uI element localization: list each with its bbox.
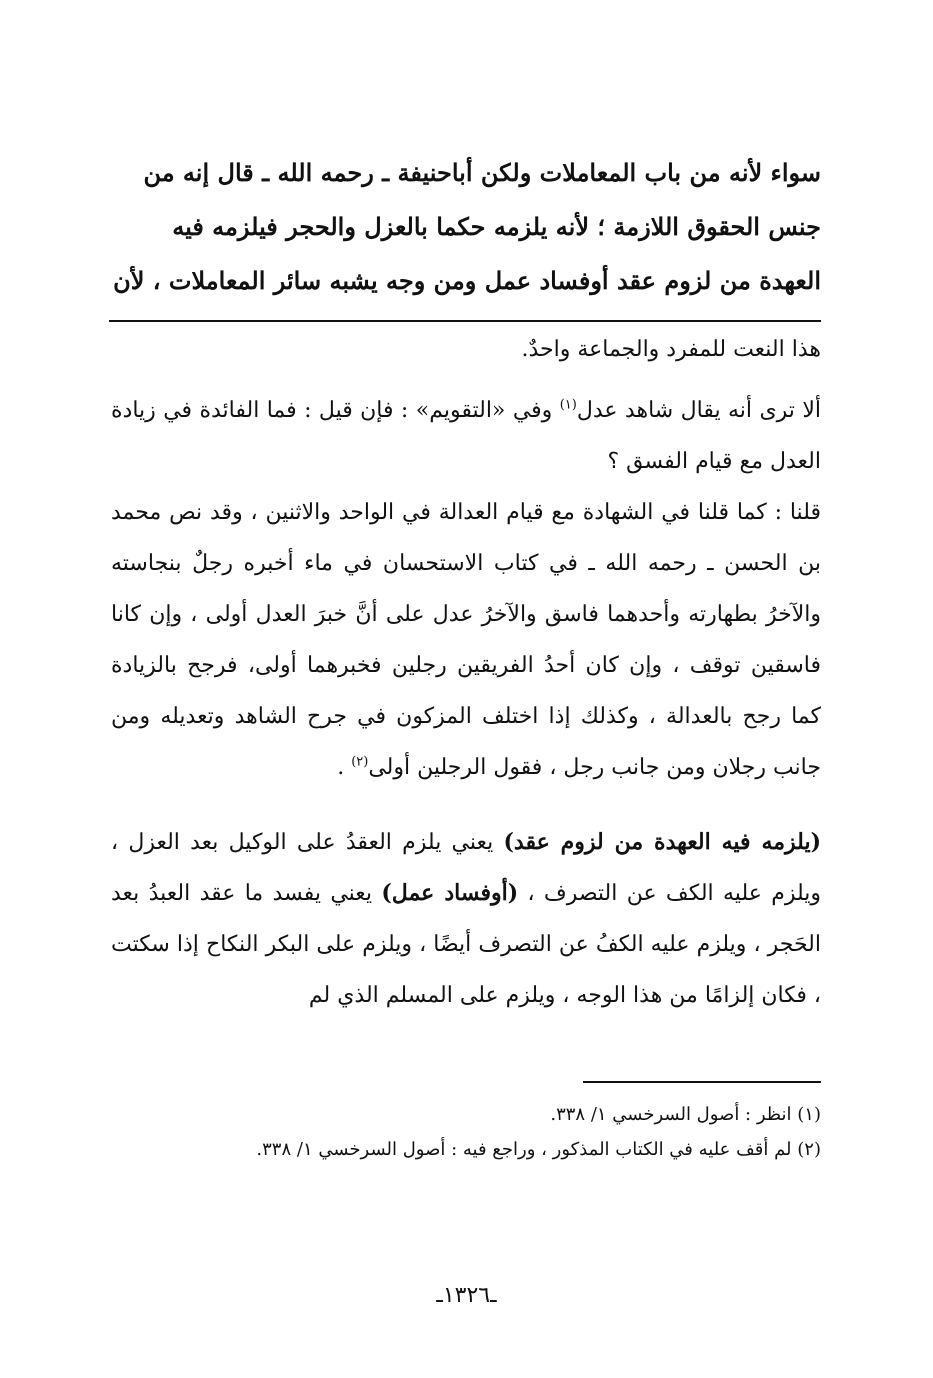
commentary-text: ألا ترى أنه يقال شاهد عدل	[576, 398, 822, 423]
footnote-divider	[583, 1081, 821, 1083]
main-text-line: العهدة من لزوم عقد أوفساد عمل ومن وجه يشبه سائر المعاملات ، لأن	[113, 266, 821, 295]
commentary-paragraph	[111, 324, 821, 375]
quoted-main-text: (أوفساد عمل)	[381, 880, 519, 906]
main-text-line: سواء لأنه من باب المعاملات ولكن أباحنيفة ـ رحمه الله ـ قال إنه من	[143, 158, 821, 187]
footnote: (١) انظر : أصول السرخسي ١/ ٣٣٨.	[550, 1104, 821, 1125]
commentary-text: يعني يلزم العقدُ على الوكيل بعد العزل ، ويلزم عليه الكف عن التصرف ،	[111, 830, 821, 906]
commentary-paragraph	[111, 487, 821, 793]
commentary-text: يعني يفسد ما عقد العبدُ بعد الحَجر ، ويلزم عليه الكفُ عن التصرف أيضًا ، ويلزم على البكر النكاح إذا سكتت ، فكان إلزامًا من هذا الوجه ، ويلزم على المسلم الذي لم	[111, 881, 821, 1008]
footnote-reference[interactable]: (٢)	[351, 754, 369, 770]
commentary-paragraph	[111, 817, 821, 1021]
footnote: (٢) لم أقف عليه في الكتاب المذكور ، وراجع فيه : أصول السرخسي ١/ ٣٣٨.	[256, 1139, 821, 1160]
commentary-paragraph	[111, 385, 821, 487]
commentary-text: قلنا : كما قلنا في الشهادة مع قيام العدالة في الواحد والاثنين ، وقد نص محمد بن الحسن ـ رحمه الله ـ في كتاب الاستحسان في ماء أخبره رجلٌ بنجاسته والآخرُ بطهارته وأحدهما فاسق والآخرُ عدل على أنَّ خبرَ العدل أولى ، وإن كانا فاسقين توقف ، وإن كان أحدُ الفريقين رجلين فخبرهما أولى، فرجح بالزيادة كما رجح بالعدالة ، وكذلك إذا اختلف المزكون في جرح الشاهد وتعديله ومن جانب رجلان ومن جانب رجل ، فقول الرجلين أولى	[111, 500, 822, 780]
commentary-text: .	[337, 755, 352, 780]
main-text	[111, 146, 821, 308]
commentary	[111, 324, 821, 1021]
commentary-text: وفي «التقويم» : فإن قيل : فما الفائدة في زيادة العدل مع قيام الفسق ؟	[111, 398, 821, 474]
footnote-reference[interactable]: (١)	[559, 397, 577, 413]
commentary-text: هذا النعت للمفرد والجماعة واحدٌ.	[521, 337, 821, 362]
main-text-line: جنس الحقوق اللازمة ؛ لأنه يلزمه حكما بالعزل والحجر فيلزمه فيه	[172, 212, 821, 241]
main-text-divider	[109, 320, 821, 322]
quoted-main-text: (يلزمه فيه العهدة من لزوم عقد)	[503, 829, 821, 855]
page-number: ـ١٣٢٦ـ	[436, 1283, 497, 1308]
footnotes	[111, 1097, 821, 1167]
